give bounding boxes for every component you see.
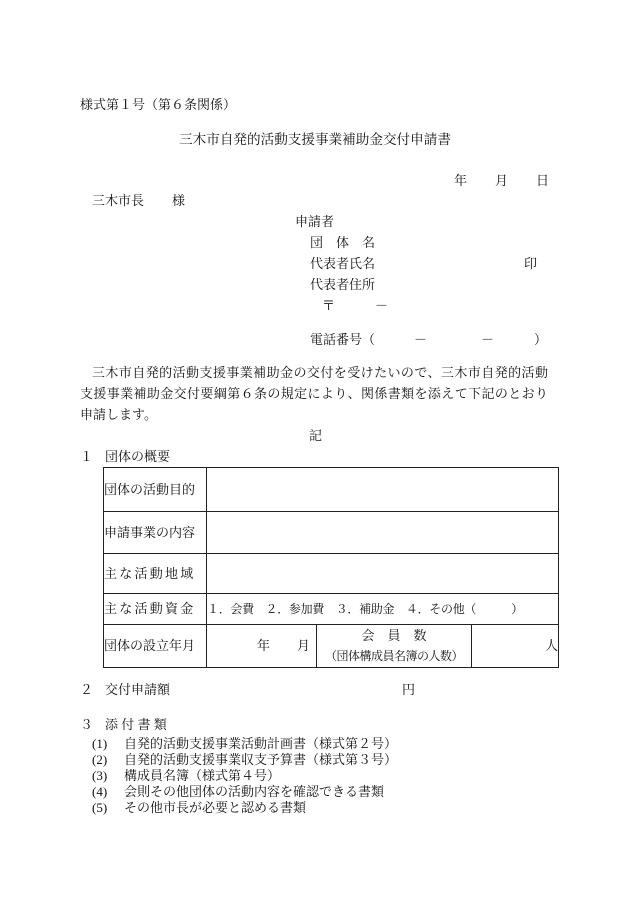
applicant-label: 申請者 <box>295 214 335 229</box>
funding-options: １．会費 ２．参加費 ３．補助金 ４．その他（ ） <box>207 594 559 625</box>
established-label: 団体の設立年月 <box>104 625 207 668</box>
attachment-number: (5) <box>92 800 108 815</box>
document-title: 三木市自発的活動支援事業補助金交付申請書 <box>179 132 451 147</box>
activity-purpose-field <box>207 468 559 512</box>
phone-label: 電話番号（ <box>310 332 376 347</box>
table-row <box>104 512 559 554</box>
table-row <box>104 554 559 594</box>
org-name-label: 団 体 名 <box>310 235 376 250</box>
members-label: 会 員 数 <box>361 628 427 643</box>
form-number: 様式第１号（第６条関係） <box>80 97 237 112</box>
body-line-1: 三木市自発的活動支援事業補助金の交付を受けたいので、三木市自発的活動 <box>92 365 548 380</box>
organization-summary-table <box>103 467 559 668</box>
yen-unit: 円 <box>402 682 416 697</box>
members-label-cell <box>317 625 472 668</box>
project-content-field <box>207 512 559 554</box>
attachment-number: (2) <box>92 752 108 767</box>
body-line-2: 支援事業補助金交付要綱第６条の規定により、関係書類を添えて下記のとおり <box>80 386 548 401</box>
section-1-number: １ <box>80 449 94 464</box>
attachment-text: 会則その他団体の活動内容を確認できる書類 <box>124 784 385 799</box>
attachment-text: その他市長が必要と認める書類 <box>124 800 307 815</box>
table-row <box>104 625 559 668</box>
date-month-label: 月 <box>495 173 509 188</box>
section-2-title: 交付申請額 <box>105 682 171 697</box>
postal-mark: 〒 <box>322 298 336 313</box>
project-content-label: 申請事業の内容 <box>104 512 207 554</box>
phone-dash-1: － <box>414 332 428 347</box>
body-line-3: 申請します。 <box>80 407 157 422</box>
rep-address-label: 代表者住所 <box>310 277 376 292</box>
section-1-title: 団体の概要 <box>105 449 171 464</box>
section-3-title: 添 付 書 類 <box>105 717 167 732</box>
table-row <box>104 468 559 512</box>
activity-area-label: 主 な 活 動 地 域 <box>104 554 207 594</box>
phone-close-paren: ） <box>534 332 548 347</box>
phone-dash-2: － <box>481 332 495 347</box>
seal-mark: 印 <box>524 256 538 271</box>
attachment-text: 構成員名簿（様式第４号） <box>124 768 281 783</box>
attachment-text: 自発的活動支援事業活動計画書（様式第２号） <box>124 736 398 751</box>
section-2-number: ２ <box>80 682 94 697</box>
members-unit: 人 <box>472 625 559 668</box>
section-3-number: ３ <box>80 717 94 732</box>
date-day-label: 日 <box>536 173 550 188</box>
activity-area-field <box>207 554 559 594</box>
ki-heading: 記 <box>309 428 323 443</box>
attachment-number: (1) <box>92 736 108 751</box>
rep-name-label: 代表者氏名 <box>310 256 376 271</box>
established-date-field <box>207 625 317 668</box>
activity-purpose-label: 団体の活動目的 <box>104 468 207 512</box>
date-year-label: 年 <box>454 173 468 188</box>
addressee-honorific: 様 <box>172 193 186 208</box>
attachment-text: 自発的活動支援事業収支予算書（様式第３号） <box>124 752 398 767</box>
funding-label: 主 な 活 動 資 金 <box>104 594 207 625</box>
table-row <box>104 594 559 625</box>
addressee-name: 三木市長 <box>92 193 145 208</box>
attachment-number: (4) <box>92 784 108 799</box>
members-note: （団体構成員名簿の人数） <box>324 649 463 663</box>
attachment-number: (3) <box>92 768 108 783</box>
established-year-label: 年 <box>257 638 271 653</box>
established-month-label: 月 <box>297 638 311 653</box>
postal-dash: － <box>375 298 389 313</box>
